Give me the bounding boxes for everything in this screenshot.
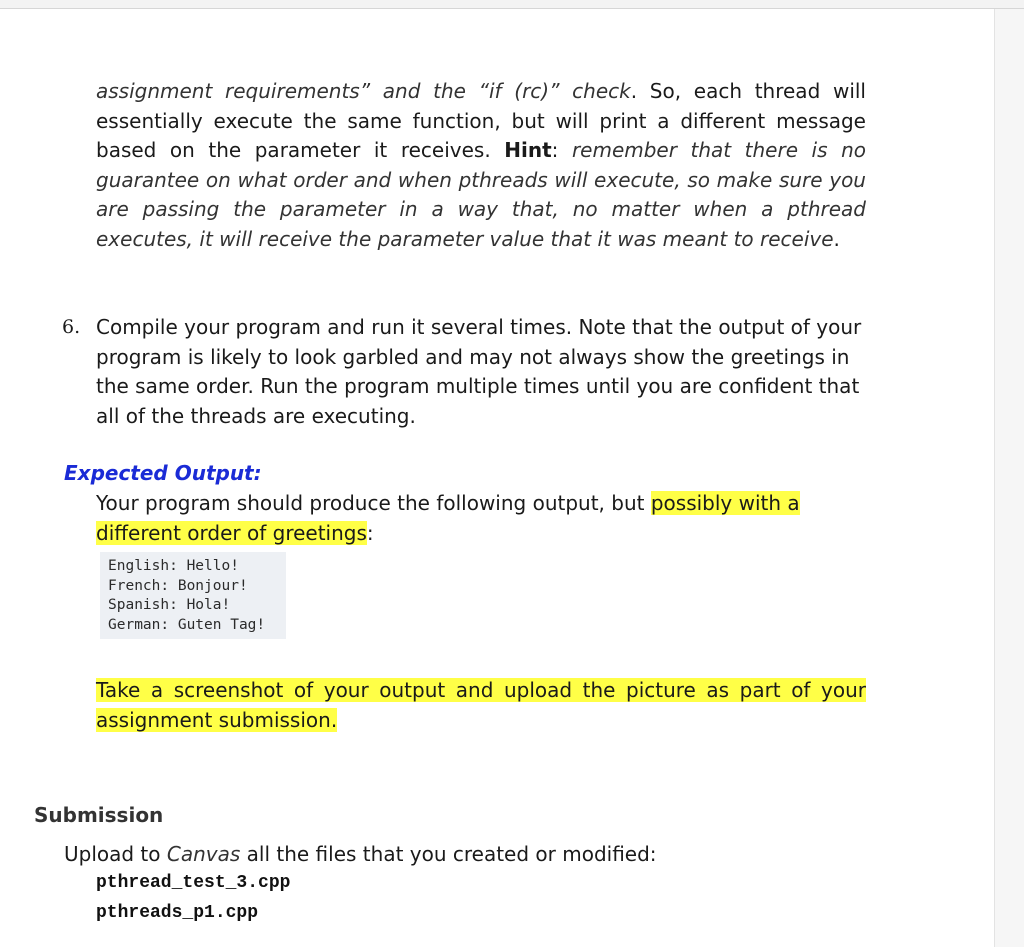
step-6-paragraph: Compile your program and run it several times. Note that the output of your program is likely to look garbled and may not always show the greetings in the same order. Run the program multiple times until you are confident that all of the threads are executing. bbox=[96, 315, 862, 428]
output-screenshot bbox=[100, 552, 286, 639]
submission-heading: Submission bbox=[34, 803, 164, 827]
expected-output-text: Your program should produce the following output, but possibly with a different order of greetings: bbox=[96, 491, 800, 545]
output-line: German: Guten Tag! bbox=[108, 616, 266, 633]
submission-text: Upload to Canvas all the files that you created or modified: bbox=[64, 842, 657, 866]
submission-file: pthreads_p1.cpp bbox=[96, 903, 259, 923]
output-line: Spanish: Hola! bbox=[108, 597, 231, 613]
submission-file: pthread_test_3.cpp bbox=[96, 873, 291, 893]
right-side-panel bbox=[994, 9, 1024, 947]
highlighted-text: possibly with a different order of greetings bbox=[96, 491, 800, 545]
expected-output-heading: Expected Output: bbox=[64, 461, 262, 485]
screenshot-instruction: Take a screenshot of your output and upload the picture as part of your assignment submission. bbox=[96, 678, 866, 732]
canvas-text: Canvas bbox=[166, 842, 241, 866]
output-line: French: Bonjour! bbox=[108, 577, 248, 594]
output-line: English: Hello! bbox=[108, 558, 239, 574]
step-number: 6. bbox=[62, 316, 81, 338]
intro-paragraph: assignment requirements” and the “if (rc)” check. So, each thread will essentially execute the same function, but will print a different message based on the parameter it receives. Hint: remember that there is no guarantee on what order and when pthreads will execute, so make sure you are passing the parameter in a way that, no matter when a pthread executes, it will receive the parameter value that it was meant to receive. bbox=[96, 79, 866, 251]
